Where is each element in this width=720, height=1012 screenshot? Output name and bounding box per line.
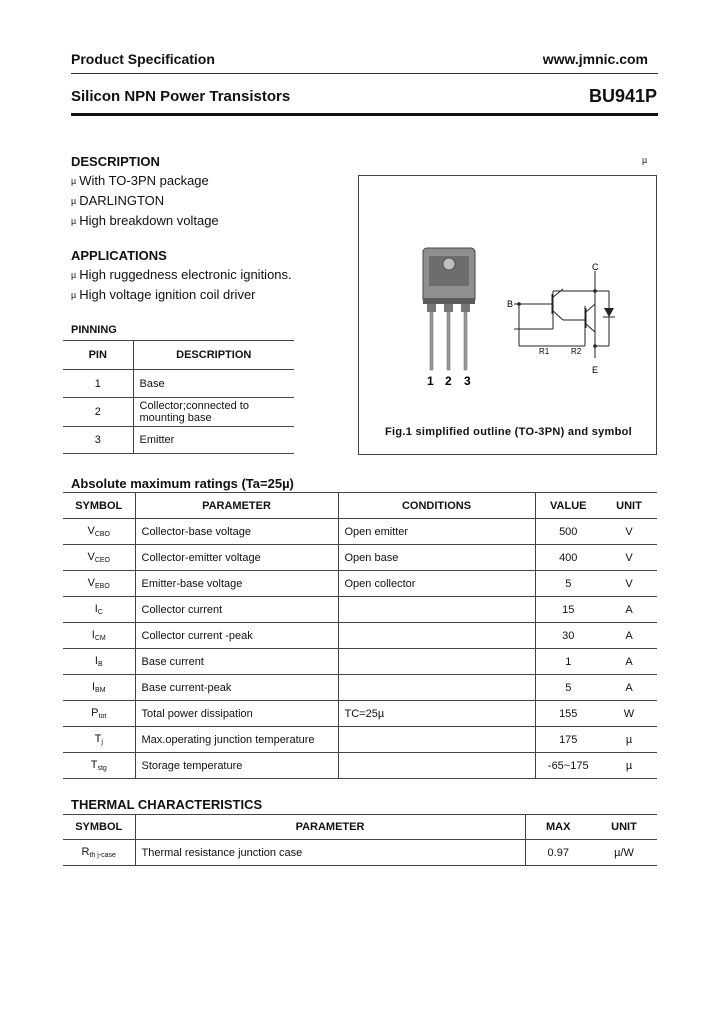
parameter-cell: Emitter-base voltage bbox=[135, 571, 338, 597]
figure-illustration bbox=[359, 176, 658, 416]
table-row bbox=[63, 519, 657, 545]
unit-cell: µ bbox=[601, 727, 657, 753]
table-row bbox=[63, 545, 657, 571]
value-cell: 30 bbox=[535, 623, 601, 649]
column-header: PARAMETER bbox=[135, 815, 525, 840]
r2-label: R2 bbox=[571, 347, 582, 356]
bullet-marker: µ bbox=[71, 216, 77, 226]
table-row bbox=[63, 840, 657, 866]
symbol-cell bbox=[63, 623, 135, 649]
parameter-cell: Base current bbox=[135, 649, 338, 675]
diode-icon bbox=[604, 308, 614, 317]
product-title: Silicon NPN Power Transistors bbox=[71, 88, 291, 105]
symbol-cell bbox=[63, 571, 135, 597]
parameter-cell: Storage temperature bbox=[135, 753, 338, 779]
table-row bbox=[63, 571, 657, 597]
symbol-cell bbox=[63, 753, 135, 779]
column-header: UNIT bbox=[591, 815, 657, 840]
r1-label: R1 bbox=[539, 347, 550, 356]
parameter-cell: Collector-emitter voltage bbox=[135, 545, 338, 571]
symbol-cell bbox=[63, 519, 135, 545]
symbol-letter: I bbox=[91, 681, 96, 693]
list-item: µ DARLINGTON bbox=[71, 193, 165, 208]
description-list bbox=[71, 171, 219, 231]
column-header: CONDITIONS bbox=[338, 493, 535, 519]
conditions-cell: Open collector bbox=[338, 571, 535, 597]
value-cell: 15 bbox=[535, 597, 601, 623]
symbol-cell bbox=[63, 701, 135, 727]
parameter-cell: Thermal resistance junction case bbox=[135, 840, 525, 866]
table-row bbox=[63, 370, 294, 398]
symbol-letter: V bbox=[87, 551, 95, 563]
symbol-cell bbox=[63, 597, 135, 623]
symbol-subscript: CBO bbox=[94, 531, 110, 538]
junction-dot-icon bbox=[517, 302, 521, 306]
symbol-subscript: stg bbox=[97, 765, 107, 772]
symbol-letter: I bbox=[91, 629, 95, 641]
symbol-cell bbox=[63, 649, 135, 675]
applications-title: APPLICATIONS bbox=[71, 248, 167, 263]
symbol-letter: R bbox=[81, 846, 90, 858]
pin-number: 3 bbox=[63, 427, 133, 454]
symbol-cell bbox=[63, 675, 135, 701]
symbol-subscript: C bbox=[97, 609, 103, 616]
table-header-row bbox=[63, 341, 294, 370]
conditions-cell bbox=[338, 597, 535, 623]
unit-cell: W bbox=[601, 701, 657, 727]
column-header: VALUE bbox=[535, 493, 601, 519]
parameter-cell: Collector-base voltage bbox=[135, 519, 338, 545]
unit-cell: A bbox=[601, 649, 657, 675]
thermal-table bbox=[63, 814, 657, 866]
symbol-cell bbox=[63, 727, 135, 753]
symbol-subscript: CEO bbox=[94, 557, 110, 564]
pinning-title: PINNING bbox=[71, 324, 117, 336]
unit-cell: V bbox=[601, 519, 657, 545]
description-title: DESCRIPTION bbox=[71, 154, 160, 169]
symbol-subscript: j bbox=[101, 739, 103, 746]
symbol-letter: V bbox=[87, 577, 96, 589]
table-header-row bbox=[63, 815, 657, 840]
part-number: BU941P bbox=[588, 86, 657, 106]
column-header: DESCRIPTION bbox=[133, 341, 294, 370]
emitter-label: E bbox=[592, 365, 599, 375]
conditions-cell bbox=[338, 649, 535, 675]
unit-cell: V bbox=[601, 571, 657, 597]
conditions-cell bbox=[338, 675, 535, 701]
conditions-cell: Open base bbox=[338, 545, 535, 571]
symbol-subscript: CM bbox=[94, 635, 106, 642]
table-row bbox=[63, 675, 657, 701]
pinning-table bbox=[63, 340, 294, 454]
pin-number: 1 bbox=[63, 370, 133, 398]
bullet-marker: µ bbox=[71, 196, 77, 206]
thermal-title: THERMAL CHARACTERISTICS bbox=[71, 797, 263, 812]
symbol-cell bbox=[63, 840, 135, 866]
pin-label: 2 bbox=[445, 374, 452, 388]
bullet-marker: µ bbox=[71, 290, 77, 300]
junction-dot-icon bbox=[593, 289, 597, 293]
title-divider bbox=[71, 113, 658, 116]
table-row bbox=[63, 753, 657, 779]
value-cell: 0.97 bbox=[525, 840, 591, 866]
conditions-cell bbox=[338, 727, 535, 753]
table-row bbox=[63, 427, 294, 454]
unit-cell: A bbox=[601, 623, 657, 649]
list-item: µ High voltage ignition coil driver bbox=[71, 287, 256, 302]
symbol-subscript: EBO bbox=[95, 583, 110, 590]
symbol-letter: T bbox=[94, 733, 102, 745]
parameter-cell: Collector current -peak bbox=[135, 623, 338, 649]
list-item: µ High breakdown voltage bbox=[71, 213, 219, 228]
symbol-letter: I bbox=[94, 603, 98, 615]
table-row bbox=[63, 701, 657, 727]
parameter-cell: Max.operating junction temperature bbox=[135, 727, 338, 753]
base-label: B bbox=[507, 299, 514, 309]
pin-number: 2 bbox=[63, 398, 133, 427]
table-row bbox=[63, 727, 657, 753]
conditions-cell: TC=25µ bbox=[338, 701, 535, 727]
unit-cell: A bbox=[601, 675, 657, 701]
column-header: SYMBOL bbox=[63, 815, 135, 840]
abs-max-title: Absolute maximum ratings (Ta=25µ) bbox=[71, 476, 294, 491]
column-header: PIN bbox=[63, 341, 133, 370]
unit-cell: A bbox=[601, 597, 657, 623]
bullet-marker: µ bbox=[71, 176, 77, 186]
table-row bbox=[63, 623, 657, 649]
symbol-subscript: tot bbox=[98, 713, 107, 720]
pin-label: 1 bbox=[427, 374, 434, 388]
pin-label: 3 bbox=[464, 374, 471, 388]
symbol-letter: P bbox=[91, 707, 99, 719]
value-cell: 175 bbox=[535, 727, 601, 753]
pin-description: Base bbox=[133, 370, 294, 398]
symbol-letter: V bbox=[87, 525, 95, 537]
symbol-cell bbox=[63, 545, 135, 571]
symbol-subscript: B bbox=[97, 661, 103, 668]
column-header: PARAMETER bbox=[135, 493, 338, 519]
list-item: µ With TO-3PN package bbox=[71, 173, 209, 188]
figure-box bbox=[358, 175, 657, 455]
collector-label: C bbox=[592, 262, 599, 272]
column-header: MAX bbox=[525, 815, 591, 840]
list-item: µ High ruggedness electronic ignitions. bbox=[71, 267, 292, 282]
pin-description: Collector;connected to mounting base bbox=[133, 398, 294, 427]
conditions-cell: Open emitter bbox=[338, 519, 535, 545]
figure-caption: Fig.1 simplified outline (TO-3PN) and symbol bbox=[384, 426, 633, 438]
symbol-letter: I bbox=[94, 655, 98, 667]
value-cell: 500 bbox=[535, 519, 601, 545]
bullet-marker: µ bbox=[71, 270, 77, 280]
symbol-letter: T bbox=[90, 759, 98, 771]
table-row bbox=[63, 398, 294, 427]
column-header: UNIT bbox=[601, 493, 657, 519]
unit-cell: V bbox=[601, 545, 657, 571]
symbol-subscript: BM bbox=[95, 687, 106, 694]
value-cell: -65~175 bbox=[535, 753, 601, 779]
table-row bbox=[63, 597, 657, 623]
marker-glyph: µ bbox=[642, 155, 648, 165]
junction-dot-icon bbox=[593, 344, 597, 348]
unit-cell: µ bbox=[601, 753, 657, 779]
value-cell: 5 bbox=[535, 675, 601, 701]
parameter-cell: Collector current bbox=[135, 597, 338, 623]
conditions-cell bbox=[338, 753, 535, 779]
applications-list bbox=[71, 265, 292, 305]
value-cell: 5 bbox=[535, 571, 601, 597]
package-outline-icon bbox=[423, 248, 475, 370]
parameter-cell: Base current-peak bbox=[135, 675, 338, 701]
column-header: SYMBOL bbox=[63, 493, 135, 519]
header-left: Product Specification bbox=[71, 51, 215, 67]
pin-description: Emitter bbox=[133, 427, 294, 454]
symbol-subscript: th j-case bbox=[89, 852, 116, 859]
parameter-cell: Total power dissipation bbox=[135, 701, 338, 727]
abs-max-table bbox=[63, 492, 657, 779]
table-header-row bbox=[63, 493, 657, 519]
header-divider bbox=[71, 73, 658, 74]
unit-cell: µ/W bbox=[591, 840, 657, 866]
conditions-cell bbox=[338, 623, 535, 649]
value-cell: 1 bbox=[535, 649, 601, 675]
value-cell: 400 bbox=[535, 545, 601, 571]
value-cell: 155 bbox=[535, 701, 601, 727]
header-url[interactable]: www.jmnic.com bbox=[542, 51, 648, 67]
table-row bbox=[63, 649, 657, 675]
